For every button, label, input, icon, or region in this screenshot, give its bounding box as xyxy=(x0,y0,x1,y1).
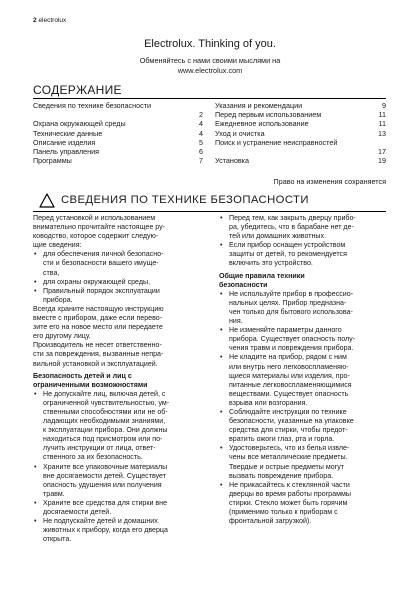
text-line: ограниченными возможностями xyxy=(33,380,148,389)
text-line: его другому лицу. xyxy=(33,332,91,341)
paragraph xyxy=(33,305,199,341)
text-line: щиеся материалы или изделия, про- xyxy=(229,371,350,380)
right-column xyxy=(219,214,385,526)
text-line: лучить инструкции от лица, ответ- xyxy=(43,444,156,453)
text-line: или внутрь него легковоспламеняю- xyxy=(229,362,349,371)
toc-entry-page: 5 xyxy=(199,137,203,147)
toc-entry[interactable] xyxy=(33,101,203,119)
text-line: Храните все средства для стирки вне xyxy=(43,498,168,507)
bullet-item xyxy=(219,444,385,480)
text-line: вильной установкой и эксплуатацией. xyxy=(33,359,158,368)
bullet-item xyxy=(33,287,199,305)
text-line: сти и безопасности вашего имуще- xyxy=(43,259,159,268)
toc-entry-page: 13 xyxy=(378,128,386,138)
text-line: Правильный порядок эксплуатации xyxy=(43,286,160,295)
toc-entry[interactable] xyxy=(33,119,203,128)
bullet-item xyxy=(219,353,385,408)
text-line: ственного за их безопасность. xyxy=(43,453,143,462)
warning-triangle-icon xyxy=(39,193,55,208)
text-line: зите его на новое место или передаете xyxy=(33,323,163,332)
text-line: (применимо только к приборам с xyxy=(229,508,338,516)
toc-entry-page: 4 xyxy=(199,119,203,129)
text-line: Не кладите на прибор, рядом с ним xyxy=(229,353,347,362)
paragraph xyxy=(33,341,199,368)
text-line: животных к прибору, когда его дверца xyxy=(43,526,168,535)
toc-entry-title: Охрана окружающей среды xyxy=(33,119,126,129)
page-number: 2 xyxy=(33,17,37,24)
text-line: безопасности xyxy=(219,280,268,289)
subheading xyxy=(219,272,385,290)
toc-entry[interactable] xyxy=(33,129,203,138)
toc-entry-title: Поиск и устранение неисправностей xyxy=(215,137,338,147)
section-divider xyxy=(33,211,386,212)
text-line: ра, убедитесь, что в барабане нет де- xyxy=(229,223,354,232)
rights-notice: Право на изменения сохраняется xyxy=(273,177,386,186)
text-line: Если прибор оснащен устройством xyxy=(229,241,346,250)
text-line: безопасности, указанные на упаковке xyxy=(229,417,354,426)
text-line: Храните все упаковочные материалы xyxy=(43,462,168,471)
bullet-item xyxy=(33,278,199,287)
text-line: для охраны окружающей среды, xyxy=(43,277,151,286)
toc-entry[interactable] xyxy=(215,119,386,128)
text-line: вне досягаемости детей. Существует xyxy=(43,471,167,480)
toc-entry[interactable] xyxy=(215,101,386,110)
toc-entry[interactable] xyxy=(33,156,203,165)
text-line: включить это устройство. xyxy=(229,259,313,268)
website-link[interactable]: www.electrolux.com xyxy=(177,66,243,75)
text-line: находиться под присмотром или по- xyxy=(43,435,163,444)
toc-entry-title: Панель управления xyxy=(33,147,100,157)
bullet-item xyxy=(33,499,199,517)
toc-entry-page: 6 xyxy=(199,147,203,157)
toc-entry-page: 4 xyxy=(199,128,203,138)
toc-entry-title: Указания и рекомендации xyxy=(215,101,303,110)
text-line: стирки. Стекло может быть горячим xyxy=(229,498,348,507)
text-line: ладающих необходимыми знаниями, xyxy=(43,417,166,426)
toc-entry[interactable] xyxy=(215,110,386,119)
text-line: травм. xyxy=(43,489,65,498)
bullet-list xyxy=(219,290,385,526)
toc-entry[interactable] xyxy=(215,129,386,138)
text-line: Соблюдайте инструкции по технике xyxy=(229,407,347,416)
text-line: фронтальной загрузкой). xyxy=(229,517,312,526)
bullet-list xyxy=(219,214,385,269)
text-line: Удостоверьтесь, что из белья извле- xyxy=(229,444,350,453)
bullet-item xyxy=(33,517,199,544)
toc-divider xyxy=(33,98,386,99)
toc-column-left xyxy=(33,101,203,165)
toc-entry-page: 17 xyxy=(378,147,386,157)
text-line: чены все металлические предметы. xyxy=(229,453,348,462)
left-column xyxy=(33,214,199,544)
text-line: прибора. xyxy=(43,295,73,304)
text-line: вызвать повреждение прибора. xyxy=(229,471,334,480)
toc-entry-page: 19 xyxy=(378,156,386,166)
text-line: внимательно прочитайте настоящее ру- xyxy=(33,223,166,232)
text-line: питанные легковоспламеняющимися xyxy=(229,380,352,389)
text-line: сти за повреждения, вызванные непра- xyxy=(33,350,164,359)
page-header xyxy=(33,17,66,24)
toc-entry-title: Ежедневное использование xyxy=(215,119,309,129)
slogan: Electrolux. Thinking of you. xyxy=(144,38,276,50)
text-line: ограниченной чувствительностью, ум- xyxy=(43,398,170,407)
text-line: щие сведения: xyxy=(33,241,82,250)
bullet-list xyxy=(33,250,199,305)
text-line: средства для стирки, чтобы предот- xyxy=(229,426,348,435)
text-line: ственными способностями или не об- xyxy=(43,407,168,416)
toc-entry-title: Установка xyxy=(215,156,249,166)
text-line: Не допускайте лиц, включая детей, с xyxy=(43,389,166,398)
toc-column-right xyxy=(215,101,386,165)
text-line: Производитель не несет ответственно- xyxy=(33,341,162,350)
text-line: открыта. xyxy=(43,535,72,544)
text-line: прибора. Существует опасность полу- xyxy=(229,335,356,344)
text-line: Не прикасайтесь к стеклянной части xyxy=(229,480,350,489)
text-line: ства, xyxy=(43,268,60,277)
text-line: Перед тем, как закрыть дверцу прибо- xyxy=(229,214,356,222)
section-title: СВЕДЕНИЯ ПО ТЕХНИКЕ БЕЗОПАСНОСТИ xyxy=(61,194,309,206)
section-header xyxy=(33,191,386,210)
toc-entry[interactable] xyxy=(215,156,386,165)
bullet-item xyxy=(33,390,199,463)
text-line: Общие правила техники xyxy=(219,271,305,280)
text-line: нальных целях. Прибор предназна- xyxy=(229,298,347,307)
text-line: чен только для бытового использова- xyxy=(229,307,353,316)
bullet-item xyxy=(219,326,385,353)
text-line: Не используйте прибор в профессио- xyxy=(229,289,354,298)
toc-entry-title: Перед первым использованием xyxy=(215,110,322,120)
bullet-item xyxy=(219,481,385,526)
toc-title: СОДЕРЖАНИЕ xyxy=(33,83,122,97)
text-line: дверцы во время работы программы xyxy=(229,489,351,498)
toc-entry-page: 2 xyxy=(199,110,203,120)
text-line: вместе с прибором, даже если перево- xyxy=(33,314,163,323)
toc-entry-title: Описание изделия xyxy=(33,137,96,147)
bullet-item xyxy=(219,290,385,326)
text-line: Перед установкой и использованием xyxy=(33,214,156,222)
text-line: ководство, которое содержит следую- xyxy=(33,232,159,241)
bullet-item xyxy=(219,408,385,444)
toc-entry-page: 9 xyxy=(382,101,386,110)
toc-entry[interactable] xyxy=(215,138,386,156)
text-line: для обеспечения личной безопасно- xyxy=(43,250,164,259)
toc-entry-page: 11 xyxy=(378,119,386,129)
intro-paragraph xyxy=(33,214,199,250)
toc-entry-title: Уход и очистка xyxy=(215,128,265,138)
text-line: Всегда храните настоящую инструкцию xyxy=(33,304,164,313)
bullet-item xyxy=(219,214,385,241)
toc-entry-title: Программы xyxy=(33,156,72,166)
text-line: тей или домашних животных. xyxy=(229,232,327,241)
bullet-item xyxy=(33,463,199,499)
toc-entry[interactable] xyxy=(33,138,203,147)
text-line: Не подпускайте детей и домашних xyxy=(43,517,158,526)
share-line: Обменяйтесь с нами своими мыслями на xyxy=(139,56,281,65)
text-line: чения травм и повреждения прибора. xyxy=(229,344,354,353)
text-line: вратить ожоги глаз, рта и горла. xyxy=(229,435,335,444)
bullet-item xyxy=(33,250,199,277)
text-line: досягаемости детей. xyxy=(43,508,112,516)
toc-entry-title: Сведения по технике безопасности xyxy=(33,101,152,110)
toc-entry-title: Технические данные xyxy=(33,128,103,138)
text-line: ния. xyxy=(229,317,243,326)
share-text xyxy=(0,56,420,76)
text-line: защиты от детей, то рекомендуется xyxy=(229,250,347,259)
bullet-list xyxy=(33,390,199,545)
text-line: Твердые и острые предметы могут xyxy=(229,462,345,471)
toc-entry-page: 11 xyxy=(378,110,386,120)
toc-entry-page: 7 xyxy=(199,156,203,166)
bullet-item xyxy=(219,241,385,268)
text-line: взрыва или возгорания. xyxy=(229,398,308,407)
toc-entry[interactable] xyxy=(33,147,203,156)
text-line: Не изменяйте параметры данного xyxy=(229,326,342,335)
text-line: веществами. Существует опасность xyxy=(229,389,349,398)
subheading xyxy=(33,372,199,390)
text-line: Безопасность детей и лиц с xyxy=(33,371,132,380)
text-line: к эксплуатации прибора. Они должны xyxy=(43,426,168,435)
brand-name: electrolux xyxy=(38,17,67,24)
text-line: опасность удушения или получения xyxy=(43,480,162,489)
